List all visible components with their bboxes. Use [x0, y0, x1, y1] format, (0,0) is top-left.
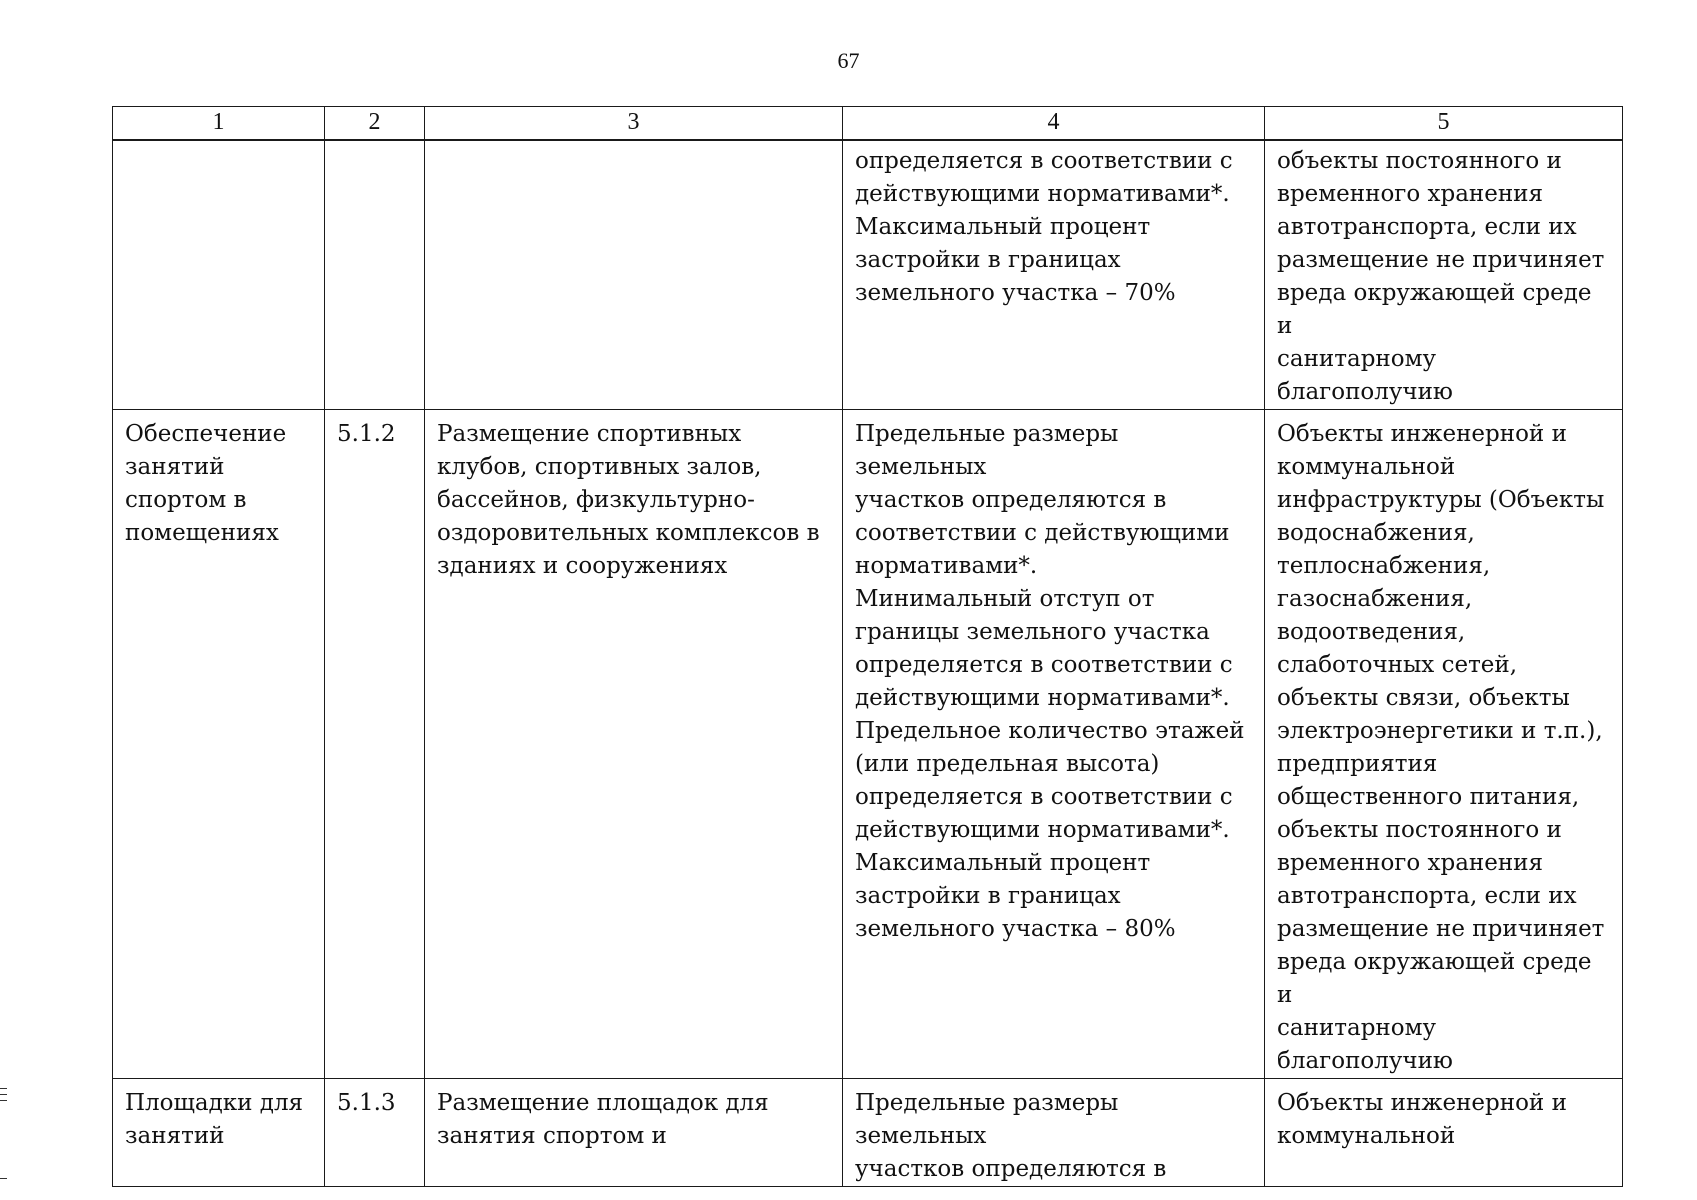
table-cell [843, 1079, 1265, 1187]
column-header: 3 [425, 107, 843, 141]
page-number: 67 [837, 48, 860, 73]
cell-text: объекты постоянного и временного хранения автотранспорта, если их размещение не причиняет вреда окружающей среде и санитарному благополучию [1277, 148, 1605, 405]
table-cell [325, 140, 425, 410]
column-header: 1 [113, 107, 325, 141]
table-cell [1265, 140, 1623, 410]
table-header-row [113, 107, 1623, 141]
table-cell [113, 140, 325, 410]
cell-text: Объекты инженерной и коммунальной инфраструктуры (Объекты водоснабжения, теплоснабжения, газоснабжения, водоотведения, слаботочных сетей, объекты связи, объекты электроэнергетики и т.п.), предприятия общественного питания, объекты постоянного и временного хранения автотранспорта, если их размещение не причиняет вреда окружающей среде и санитарному благополучию [1277, 421, 1605, 1074]
table-cell [325, 410, 425, 1079]
margin-mark [0, 1100, 7, 1101]
cell-text: 5.1.3 [337, 1090, 396, 1116]
table-cell [113, 1079, 325, 1187]
cell-text: 5.1.2 [337, 421, 396, 447]
table-row [113, 410, 1623, 1079]
cell-text: Размещение площадок для занятия спортом и [437, 1090, 769, 1149]
table-row [113, 140, 1623, 410]
margin-mark [0, 1094, 7, 1095]
margin-mark [0, 1178, 7, 1179]
table-cell [325, 1079, 425, 1187]
cell-text: Объекты инженерной и коммунальной [1277, 1090, 1567, 1149]
table-cell [425, 1079, 843, 1187]
column-header: 4 [843, 107, 1265, 141]
cell-text: Размещение спортивных клубов, спортивных залов, бассейнов, физкультурно- оздоровительных комплексов в зданиях и сооружениях [437, 421, 820, 579]
column-header: 2 [325, 107, 425, 141]
table-cell [425, 140, 843, 410]
table-cell [1265, 410, 1623, 1079]
cell-text: Обеспечение занятий спортом в помещениях [125, 421, 287, 546]
cell-text: Предельные размеры земельных участков определяются в соответствии с действующими нормативами*. Минимальный отступ от границы земельного участка определяется в соответствии с действующими нормативами*. Предельное количество этажей (или предельная высота) определяется в соответствии с действующими нормативами*. Максимальный процент застройки в границах земельного участка – 80% [855, 421, 1245, 942]
table-cell [843, 140, 1265, 410]
margin-mark [0, 1088, 7, 1089]
table-cell [843, 410, 1265, 1079]
column-header: 5 [1265, 107, 1623, 141]
land-use-table [112, 106, 1623, 1187]
cell-text: Предельные размеры земельных участков определяются в [855, 1090, 1167, 1182]
cell-text: определяется в соответствии с действующими нормативами*. Максимальный процент застройки в границах земельного участка – 70% [855, 148, 1233, 306]
table-row [113, 1079, 1623, 1187]
table-cell [425, 410, 843, 1079]
cell-text: Площадки для занятий [125, 1090, 304, 1149]
table-cell [113, 410, 325, 1079]
table-cell [1265, 1079, 1623, 1187]
